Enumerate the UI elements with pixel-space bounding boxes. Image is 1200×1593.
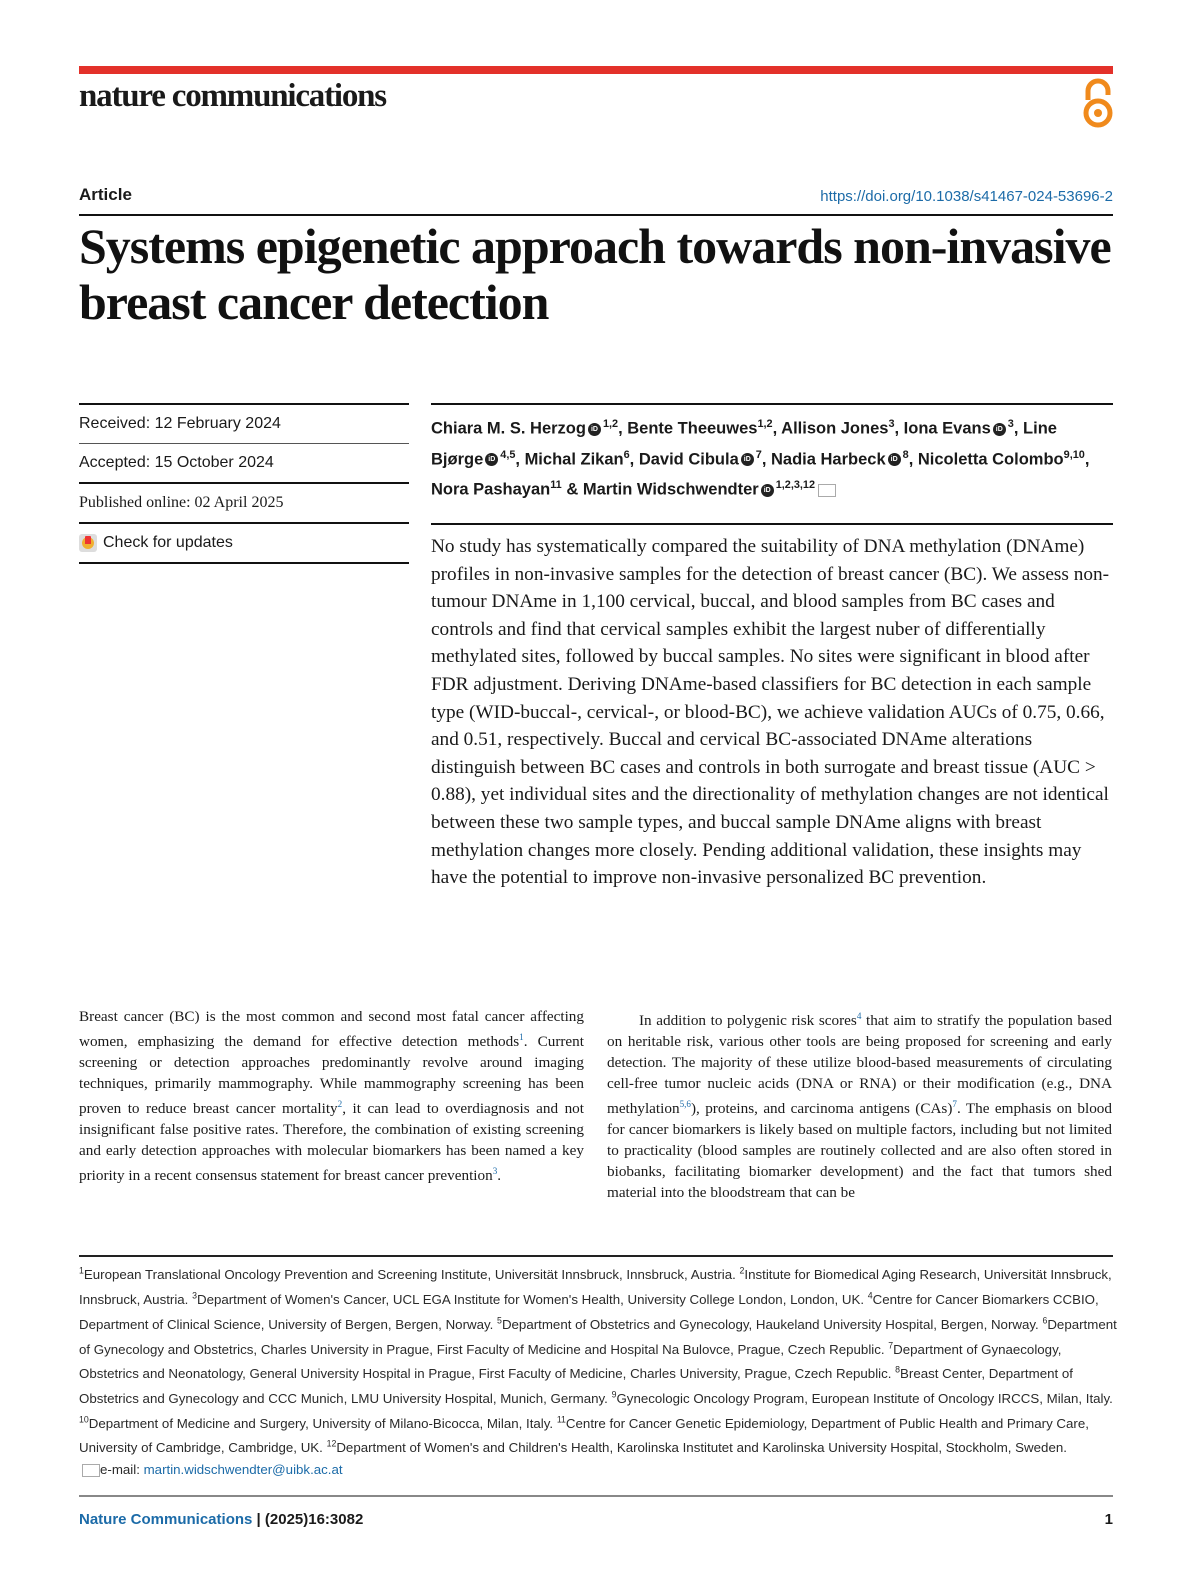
- body-text: Breast cancer (BC) is the most common and second most fatal cancer affecting women, emphasizing the demand for effective detection methods: [79, 1008, 584, 1051]
- email-link[interactable]: martin.widschwendter@uibk.ac.at: [143, 1461, 343, 1477]
- article-type: Article: [79, 185, 132, 204]
- affiliation-text: Centre for Cancer Genetic Epidemiology, Department of Public Health and Primary Care, University of Cambridge, Cambridge, UK.: [79, 1415, 1089, 1456]
- author-name[interactable]: Chiara M. S. Herzog: [431, 419, 586, 438]
- affiliation-text: Institute for Biomedical Aging Research, Universität Innsbruck, Innsbruck, Austria.: [79, 1267, 1112, 1308]
- crossmark-icon: [79, 534, 97, 552]
- affiliation-text: Department of Gynecology and Obstetrics, Charles University in Prague, First Faculty of Medicine and Hospital Na Bulovce, Prague, Czech Republic.: [79, 1316, 1117, 1357]
- orcid-icon[interactable]: iD: [888, 453, 901, 466]
- affiliation-number: 2: [739, 1266, 745, 1276]
- affiliation-number: 8: [895, 1364, 901, 1375]
- affiliation-ref: 7: [755, 448, 762, 461]
- citation-ref[interactable]: 2: [337, 1099, 343, 1110]
- body-text: In addition to polygenic risk scores: [639, 1012, 857, 1030]
- author-name[interactable]: Nicoletta Colombo: [917, 450, 1064, 468]
- publication-dates: [79, 403, 409, 564]
- affiliation-ref: 1,2: [757, 418, 773, 430]
- affiliation-text: Department of Women's Cancer, UCL EGA Institute for Women's Health, University College London, London, UK.: [196, 1292, 868, 1308]
- divider: [79, 1495, 1113, 1497]
- author-name[interactable]: Bente Theeuwes: [627, 419, 758, 438]
- affiliations: [79, 1261, 1119, 1480]
- citation-ref[interactable]: 7: [952, 1099, 957, 1110]
- affiliation-ref: 1,2: [602, 418, 619, 430]
- check-for-updates-button[interactable]: [79, 522, 409, 564]
- author-name[interactable]: Allison Jones: [781, 419, 889, 438]
- affiliation-text: Gynecologic Oncology Program, European Institute of Oncology IRCCS, Milan, Italy.: [616, 1391, 1113, 1407]
- doi-link[interactable]: https://doi.org/10.1038/s41467-024-53696-2: [820, 188, 1113, 205]
- received-date: Received: 12 February 2024: [79, 403, 409, 443]
- orcid-icon[interactable]: iD: [588, 423, 601, 436]
- affiliation-number: 9: [611, 1389, 617, 1400]
- affiliation-text: Department of Medicine and Surgery, University of Milano-Bicocca, Milan, Italy.: [88, 1415, 557, 1431]
- citation-ref[interactable]: 4: [856, 1011, 862, 1021]
- citation-ref[interactable]: 5,6: [679, 1099, 691, 1110]
- orcid-icon[interactable]: iD: [741, 453, 754, 466]
- author-name[interactable]: Iona Evans: [903, 419, 991, 438]
- author-name[interactable]: Nadia Harbeck: [771, 450, 886, 468]
- abstract: No study has systematically compared the suitability of DNA methylation (DNAme) profiles in non-invasive samples for the detection of breast cancer (BC). We assess non-tumour DNAme in 1,100 cervical, buccal, and blood samples from BC cases and controls and find that cervical samples exhibit the largest nuber of differentially methylated sites, followed by buccal samples. No sites were significant in blood after FDR adjustment. Deriving DNAme-based classifiers for BC detection in each sample type (WID-buccal-, cervical-, or blood-BC), we achieve validation AUCs of 0.75, 0.66, and 0.51, respectively. Buccal and cervical BC-associated DNAme alterations distinguish between BC cases and controls in both surrogate and breast tissue (AUC > 0.88), yet individual sites and the directionality of methylation changes are not identical between these two sample types, and buccal sample DNAme aligns with breast methylation changes more closely. Pending additional validation, these insights may have the potential to improve non-invasive personalized BC prevention.: [431, 523, 1113, 892]
- email-icon[interactable]: [818, 484, 836, 497]
- body-text: , it can lead to overdiagnosis and not insignificant false positive rates. Therefore, the combination of existing screening and early detection approaches with molecular biomarkers has been named a key priority in a recent consensus statement for breast cancer prevention: [79, 1100, 584, 1185]
- affiliation-number: 4: [867, 1290, 873, 1301]
- body-text: that aim to stratify the population based on heritable risk, various other tools are being proposed for screening and early detection. The majority of these utilize blood-based measurements of circulating cell-free tumor nucleic acids (DNA or RNA) or their modification (e.g., DNA methylation: [607, 1012, 1112, 1118]
- affiliation-ref: 1,2,3,12: [775, 479, 816, 491]
- affiliation-text: Centre for Cancer Biomarkers CCBIO, Department of Clinical Science, University of Bergen, Bergen, Norway.: [79, 1292, 1099, 1332]
- affiliation-number: 11: [556, 1414, 566, 1425]
- author-name[interactable]: Martin Widschwendter: [582, 480, 759, 499]
- affiliation-text: Department of Gynaecology, Obstetrics and Neonatology, General University Hospital in Prague, First Faculty of Medicine, Charles University, Prague, Czech Republic.: [79, 1341, 1062, 1382]
- affiliation-ref: 4,5: [500, 448, 516, 461]
- body-text: ), proteins, and carcinoma antigens (CAs): [690, 1100, 953, 1118]
- email-icon: [82, 1464, 100, 1477]
- divider: [79, 214, 1113, 216]
- accepted-date: Accepted: 15 October 2024: [79, 443, 409, 482]
- author-list: Chiara M. S. Herzog iD $^{1,2}$, Bente Theeuwes$^{1,2}$, Allison Jones$^3$, Iona Evans iD $^3$, Line Bjørge iD $^{4,5}$, Michal Zikan$^6$, David Cibula iD $^7$, Nadia Harbeck iD $^8$, Nicoletta Colombo$^{9,10}$, Nora Pashayan$^{11}$ & Martin Widschwendter iD $^{1,2,3,12}$: [431, 403, 1113, 503]
- affiliation-text: Breast Center, Department of Obstetrics and Gynecology and CCC Munich, LMU University Hospital, Munich, Germany.: [79, 1366, 1073, 1407]
- author-name[interactable]: Line Bjørge: [431, 419, 1057, 468]
- affiliation-number: 5: [497, 1315, 502, 1326]
- author-name[interactable]: Nora Pashayan: [431, 480, 551, 499]
- open-access-lock-icon: [1078, 78, 1118, 130]
- affiliation-number: 3: [192, 1290, 197, 1301]
- affiliation-ref: 3: [888, 418, 895, 430]
- check-for-updates-label: Check for updates: [103, 534, 233, 551]
- body-text: . Current screening or detection approaches predominantly revolve around imaging techniques, primarily mammography. While mammography screening has been proven to reduce breast cancer mortality: [79, 1033, 584, 1118]
- affiliation-ref: 11: [550, 479, 562, 491]
- citation-ref[interactable]: 1: [519, 1032, 524, 1042]
- body-text: .: [497, 1167, 502, 1185]
- author-name[interactable]: David Cibula: [638, 450, 739, 468]
- affiliation-number: 12: [326, 1439, 337, 1450]
- affiliation-ref: 3: [1007, 418, 1014, 430]
- published-date: Published online: 02 April 2025: [79, 482, 409, 522]
- page-number: 1: [1104, 1511, 1113, 1528]
- body-text: . The emphasis on blood for cancer biomarkers is likely based on multiple factors, including but not limited to practicality (blood samples are routinely collected and are also often stored in biobanks, facilitating biomarker development) and the fact that tumors shed material into the bloodstream that can be: [607, 1100, 1112, 1202]
- affiliation-ref: 9,10: [1063, 448, 1085, 461]
- orcid-icon[interactable]: iD: [993, 423, 1006, 436]
- affiliation-text: Department of Women's and Children's Health, Karolinska Institutet and Karolinska University Hospital, Stockholm, Sweden.: [336, 1440, 1067, 1456]
- affiliation-ref: 8: [902, 448, 909, 461]
- footer-volume: | (2025)16:3082: [252, 1511, 364, 1528]
- author-name[interactable]: Michal Zikan: [524, 450, 624, 468]
- journal-name: nature communications: [79, 78, 386, 114]
- email-label: e-mail:: [100, 1461, 144, 1477]
- affiliation-number: 6: [1042, 1315, 1048, 1326]
- footer-journal-link[interactable]: Nature Communications: [79, 1511, 253, 1528]
- body-column-left: [79, 1006, 584, 1186]
- divider: [79, 1255, 1113, 1257]
- affiliation-text: Department of Obstetrics and Gynecology, Haukeland University Hospital, Bergen, Norway.: [501, 1316, 1043, 1332]
- affiliation-number: 7: [888, 1340, 894, 1351]
- affiliation-number: 1: [79, 1266, 84, 1276]
- article-title: Systems epigenetic approach towards non-invasive breast cancer detection: [79, 218, 1111, 330]
- affiliation-text: European Translational Oncology Prevention and Screening Institute, Universität Innsbruck, Innsbruck, Austria.: [83, 1267, 740, 1283]
- citation-ref[interactable]: 3: [492, 1166, 498, 1177]
- orcid-icon[interactable]: iD: [761, 484, 774, 497]
- footer-citation: [79, 1511, 363, 1528]
- affiliation-number: 10: [79, 1414, 89, 1425]
- journal-accent-bar: [79, 66, 1113, 74]
- body-column-right: [607, 1006, 1112, 1203]
- orcid-icon[interactable]: iD: [485, 453, 498, 466]
- affiliation-ref: 6: [623, 448, 630, 461]
